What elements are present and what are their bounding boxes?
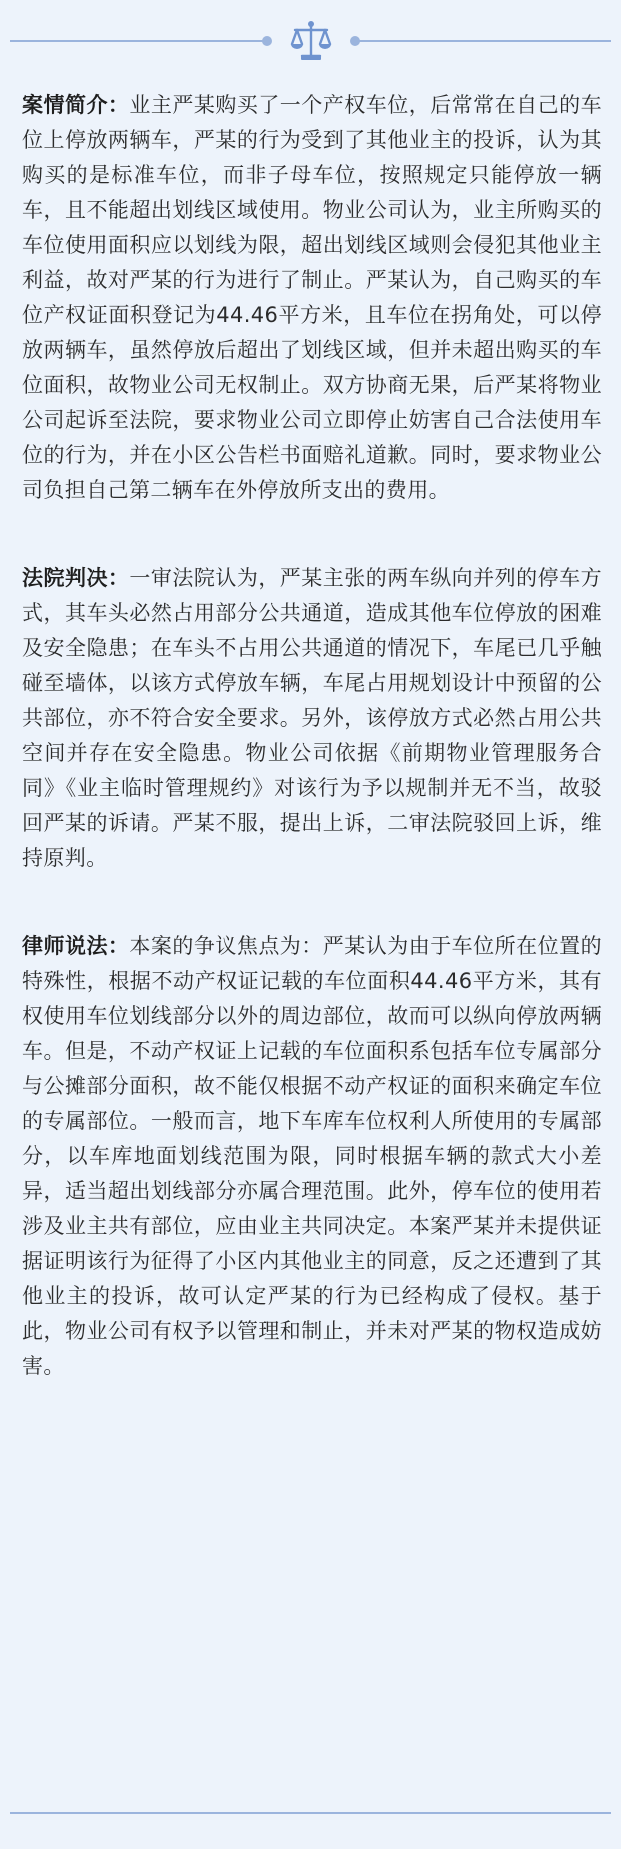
court-ruling-text: 一审法院认为，严某主张的两车纵向并列的停车方式，其车头必然占用部分公共通道，造成其他车位停放的困难及安全隐患；在车头不占用公共通道的情况下，车尾已几乎触碰至墙体，以该方式停放车辆，车尾占用规划设计中预留的公共部位，亦不符合安全要求。另外，该停放方式必然占用公共空间并存在安全隐患。物业公司依据《前期物业管理服务合同》《业主临时管理规约》对该行为予以规制并无不当，故驳回严某的诉请。严某不服，提出上诉，二审法院驳回上诉，维持原判。: [22, 566, 602, 870]
top-divider: [0, 0, 621, 80]
court-ruling-heading: 法院判决：: [22, 566, 130, 590]
case-summary-paragraph: [22, 88, 602, 508]
case-summary-text: 业主严某购买了一个产权车位，后常常在自己的车位上停放两辆车，严某的行为受到了其他业主的投诉，认为其购买的是标准车位，而非子母车位，按照规定只能停放一辆车，且不能超出划线区域使用。物业公司认为，业主所购买的车位使用面积应以划线为限，超出划线区域则会侵犯其他业主利益，故对严某的行为进行了制止。严某认为，自己购买的车位产权证面积登记为44.46平方米，且车位在拐角处，可以停放两辆车，虽然停放后超出了划线区域，但并未超出购买的车位面积，故物业公司无权制止。双方协商无果，后严某将物业公司起诉至法院，要求物业公司立即停止妨害自己合法使用车位的行为，并在小区公告栏书面赔礼道歉。同时，要求物业公司负担自己第二辆车在外停放所支出的费用。: [22, 93, 602, 502]
divider-line-right: [356, 40, 611, 42]
lawyer-opinion-heading: 律师说法：: [22, 934, 130, 958]
lawyer-opinion-text: 本案的争议焦点为：严某认为由于车位所在位置的特殊性，根据不动产权证记载的车位面积44.46平方米，其有权使用车位划线部分以外的周边部位，故而可以纵向停放两辆车。但是，不动产权证上记载的车位面积系包括车位专属部分与公摊部分面积，故不能仅根据不动产权证的面积来确定车位的专属部位。一般而言，地下车库车位权利人所使用的专属部分，以车库地面划线范围为限，同时根据车辆的款式大小差异，适当超出划线部分亦属合理范围。此外，停车位的使用若涉及业主共有部位，应由业主共同决定。本案严某并未提供证据证明该行为征得了小区内其他业主的同意，反之还遭到了其他业主的投诉，故可认定严某的行为已经构成了侵权。基于此，物业公司有权予以管理和制止，并未对严某的物权造成妨害。: [22, 934, 602, 1378]
scale-of-justice-icon: [288, 18, 334, 64]
article-content: [22, 88, 602, 1437]
lawyer-opinion-paragraph: [22, 929, 602, 1384]
court-ruling-paragraph: [22, 561, 602, 876]
bottom-divider: [10, 1812, 611, 1814]
divider-line-left: [10, 40, 266, 42]
divider-dot-left: [262, 36, 272, 46]
case-summary-heading: 案情简介：: [22, 93, 130, 117]
